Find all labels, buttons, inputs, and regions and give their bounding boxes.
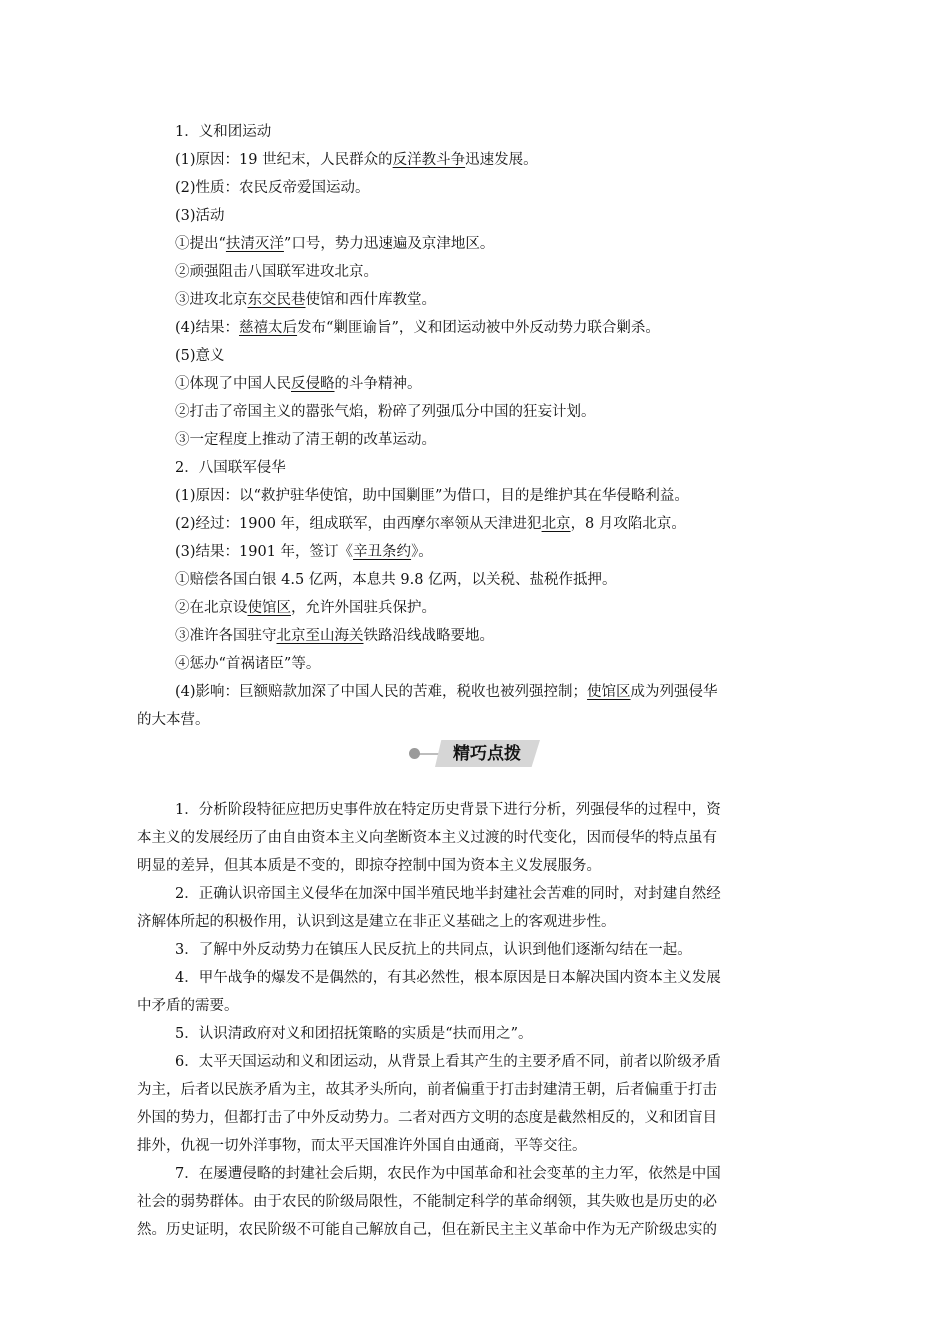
tip-paragraph-line: 3．了解中外反动势力在镇压人民反抗上的共同点，认识到他们逐渐勾结在一起。	[175, 942, 692, 958]
tip-paragraph-line: 5．认识清政府对义和团招抚策略的实质是“扶而用之”。	[175, 1026, 533, 1042]
text-line: (4)结果：慈禧太后发布“剿匪谕旨”，义和团运动被中外反动势力联合剿杀。	[175, 320, 660, 336]
text-line: (3)活动	[175, 208, 225, 224]
underlined-term: 慈禧太后	[239, 320, 298, 336]
heading-eight-nation-alliance: 2．八国联军侵华	[175, 460, 286, 476]
text-line: (2)经过：1900 年，组成联军，由西摩尔率领从天津进犯北京，8 月攻陷北京。	[175, 516, 686, 532]
text-line: (1)原因：以“救护驻华使馆，助中国剿匪”为借口，目的是维护其在华侵略利益。	[175, 488, 689, 504]
text-line: (2)性质：农民反帝爱国运动。	[175, 180, 370, 196]
tip-paragraph-line: 社会的弱势群体。由于农民的阶级局限性，不能制定科学的革命纲领，其失败也是历史的必	[137, 1194, 717, 1210]
heading-boxer-movement: 1．义和团运动	[175, 124, 272, 140]
text-line: ②在北京设使馆区，允许外国驻兵保护。	[175, 600, 436, 616]
tip-paragraph-line: 济解体所起的积极作用，认识到这是建立在非正义基础之上的客观进步性。	[137, 914, 616, 930]
text-line: 的大本营。	[137, 712, 210, 728]
text-line: (3)结果：1901 年，签订《辛丑条约》。	[175, 544, 433, 560]
underlined-term: 扶清灭洋	[225, 236, 284, 252]
section-header-tips	[395, 738, 545, 768]
tip-paragraph-line: 2．正确认识帝国主义侵华在加深中国半殖民地半封建社会苦难的同时，对封建自然经	[175, 886, 721, 902]
tip-paragraph-line: 然。历史证明，农民阶级不可能自己解放自己，但在新民主主义革命中作为无产阶级忠实的	[137, 1222, 717, 1238]
text-line: ②打击了帝国主义的嚣张气焰，粉碎了列强瓜分中国的狂妄计划。	[175, 404, 596, 420]
underlined-term: 反洋教斗争	[392, 152, 466, 168]
tip-paragraph-line: 本主义的发展经历了由自由资本主义向垄断资本主义过渡的时代变化，因而侵华的特点虽有	[137, 830, 717, 846]
tip-paragraph-line: 4．甲午战争的爆发不是偶然的，有其必然性，根本原因是日本解决国内资本主义发展	[175, 970, 721, 986]
text-line: ①赔偿各国白银 4.5 亿两，本息共 9.8 亿两，以关税、盐税作抵押。	[175, 572, 617, 588]
text-line: (4)影响：巨额赔款加深了中国人民的苦难，税收也被列强控制；使馆区成为列强侵华	[175, 684, 718, 700]
text-line: ③一定程度上推动了清王朝的改革运动。	[175, 432, 436, 448]
tip-paragraph-line: 6．太平天国运动和义和团运动，从背景上看其产生的主要矛盾不同，前者以阶级矛盾	[175, 1054, 721, 1070]
underlined-term: 北京	[541, 516, 571, 532]
underlined-term: 使馆区	[587, 684, 631, 700]
text-line: ③进攻北京东交民巷使馆和西什库教堂。	[175, 292, 436, 308]
section-title: 精巧点拨	[453, 744, 521, 764]
text-line: ②顽强阻击八国联军进攻北京。	[175, 264, 378, 280]
tip-paragraph-line: 中矛盾的需要。	[137, 998, 239, 1014]
tip-paragraph-line: 1．分析阶段特征应把历史事件放在特定历史背景下进行分析，列强侵华的过程中，资	[175, 802, 721, 818]
text-line: ③准许各国驻守北京至山海关铁路沿线战略要地。	[175, 628, 494, 644]
tip-paragraph-line: 7．在屡遭侵略的封建社会后期，农民作为中国革命和社会变革的主力军，依然是中国	[175, 1166, 721, 1182]
tip-paragraph-line: 外国的势力，但都打击了中外反动势力。二者对西方文明的态度是截然相反的，义和团盲目	[137, 1110, 717, 1126]
underlined-term: 东交民巷	[247, 292, 306, 308]
tip-paragraph-line: 为主，后者以民族矛盾为主，故其矛头所向，前者偏重于打击封建清王朝，后者偏重于打击	[137, 1082, 717, 1098]
text-line: ④惩办“首祸诸臣”等。	[175, 656, 321, 672]
underlined-term: 使馆区	[247, 600, 291, 616]
text-line: ①体现了中国人民反侵略的斗争精神。	[175, 376, 422, 392]
underlined-term: 北京至山海关	[276, 628, 364, 644]
text-line: (5)意义	[175, 348, 225, 364]
tip-paragraph-line: 排外，仇视一切外洋事物，而太平天国准许外国自由通商，平等交往。	[137, 1138, 587, 1154]
underlined-term: 辛丑条约	[353, 544, 412, 560]
underlined-term: 反侵略	[291, 376, 335, 392]
tip-paragraph-line: 明显的差异，但其本质是不变的，即掠夺控制中国为资本主义发展服务。	[137, 858, 601, 874]
text-line: (1)原因：19 世纪末，人民群众的反洋教斗争迅速发展。	[175, 152, 538, 168]
text-line: ①提出“扶清灭洋”口号，势力迅速遍及京津地区。	[175, 236, 495, 252]
bullet-dot-icon	[409, 748, 420, 759]
